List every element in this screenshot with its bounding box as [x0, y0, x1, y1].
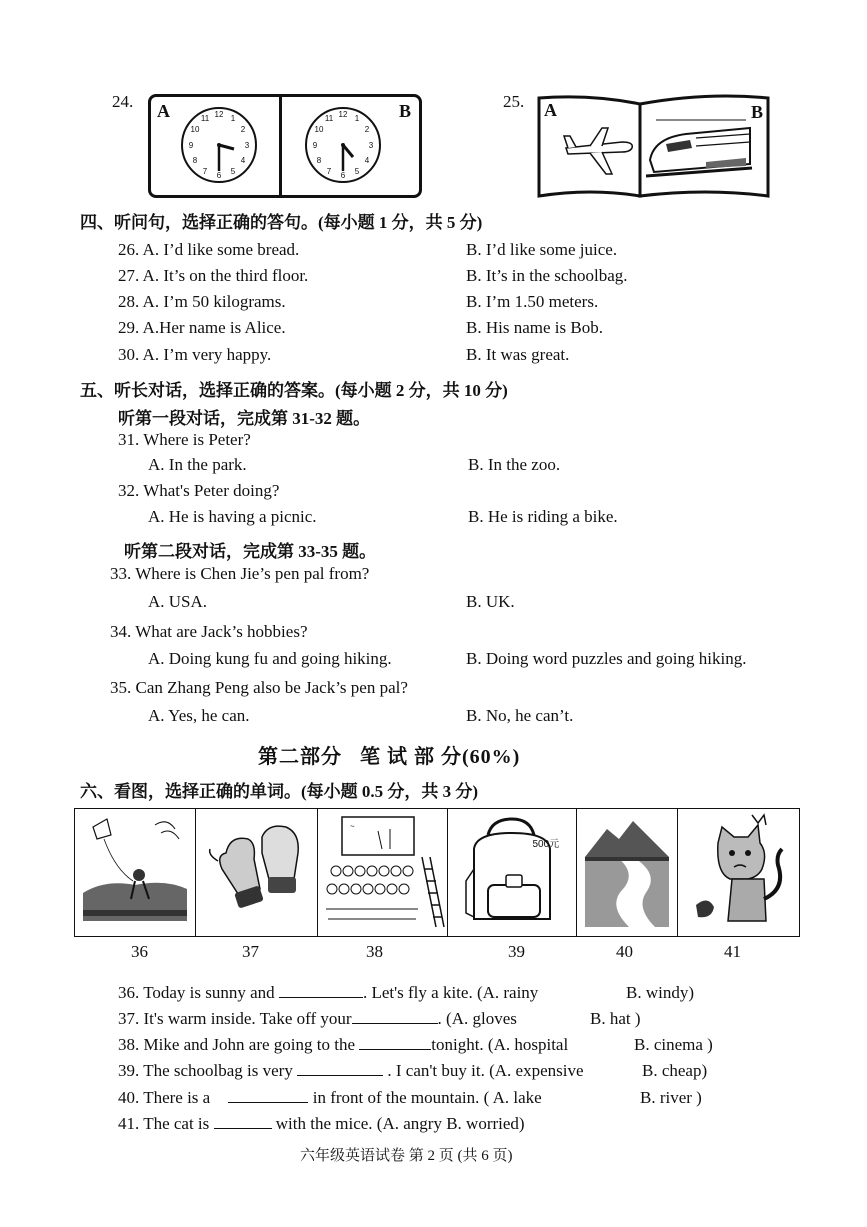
section-5-heading: 五、听长对话，选择正确的答案。(每小题 2 分，共 10 分)	[80, 381, 508, 400]
train-icon	[646, 112, 754, 180]
q29-option-a: 29. A.Her name is Alice.	[118, 318, 286, 337]
q40-text-start: 40. There is a	[118, 1088, 215, 1107]
svg-text:4: 4	[364, 156, 370, 165]
section-4-heading: 四、听问句，选择正确的答句。(每小题 1 分，共 5 分)	[80, 213, 483, 232]
part-2-title: 第二部分 笔 试 部 分(60%)	[258, 746, 521, 768]
angry-cat-icon	[678, 809, 799, 936]
q39-option-b: B. cheap)	[642, 1061, 708, 1080]
mountain-river-icon	[577, 809, 677, 936]
svg-text:11: 11	[324, 114, 334, 123]
q28-option-a: 28. A. I’m 50 kilograms.	[118, 292, 286, 311]
svg-text:12: 12	[338, 110, 348, 119]
q25-picture-card	[536, 92, 771, 200]
airplane-icon	[562, 122, 636, 178]
svg-text:5: 5	[354, 167, 360, 176]
q37-option-b: B. hat )	[590, 1009, 641, 1028]
picture-37	[196, 809, 318, 936]
q24-option-b-label: B	[398, 101, 411, 121]
q24-number: 24.	[112, 92, 134, 111]
q36-text-start: 36. Today is sunny and	[118, 983, 279, 1002]
q25-option-b-label: B	[750, 102, 763, 122]
svg-text:6: 6	[340, 171, 346, 180]
svg-text:5: 5	[230, 167, 236, 176]
picture-36	[75, 809, 196, 936]
page-footer: 六年级英语试卷 第 2 页 (共 6 页)	[300, 1148, 513, 1164]
gloves-icon	[196, 809, 317, 936]
q34-question: 34. What are Jack’s hobbies?	[110, 622, 308, 641]
q35-option-b: B. No, he can’t.	[466, 706, 574, 725]
q27-option-b: B. It’s in the schoolbag.	[466, 266, 628, 285]
q39-text-start: 39. The schoolbag is very	[118, 1061, 298, 1080]
picture-38-number: 38	[366, 942, 383, 961]
q40-blank[interactable]	[228, 1088, 308, 1103]
kite-icon	[75, 809, 195, 936]
q27-option-a: 27. A. It’s on the third floor.	[118, 266, 309, 285]
q41-text-end: with the mice. (A. angry B. worried)	[271, 1114, 525, 1133]
picture-38	[318, 809, 449, 936]
q30-option-a: 30. A. I’m very happy.	[118, 345, 272, 364]
picture-strip	[74, 808, 800, 937]
svg-text:9: 9	[188, 141, 194, 150]
q36-sentence	[118, 983, 538, 1003]
cinema-icon	[318, 809, 448, 936]
q41-blank[interactable]	[214, 1114, 272, 1129]
q40-option-b: B. river )	[640, 1088, 702, 1107]
svg-text:9: 9	[312, 141, 318, 150]
q36-text-end: . Let's fly a kite. (A. rainy	[362, 983, 539, 1002]
q39-text-end: . I can't buy it. (A. expensive	[383, 1061, 584, 1080]
q34-option-a: A. Doing kung fu and going hiking.	[148, 649, 392, 668]
svg-text:8: 8	[192, 156, 198, 165]
q38-option-b: B. cinema )	[634, 1035, 713, 1054]
svg-text:8: 8	[316, 156, 322, 165]
q37-blank[interactable]	[352, 1009, 438, 1024]
q25-number: 25.	[503, 92, 525, 111]
picture-41-number: 41	[724, 942, 741, 961]
q31-question: 31. Where is Peter?	[118, 430, 251, 449]
q39-blank[interactable]	[297, 1061, 383, 1076]
q37-sentence	[118, 1009, 517, 1029]
q38-text-end: tonight. (A. hospital	[431, 1035, 569, 1054]
section-5-dialogue-1-instruction: 听第一段对话，完成第 31-32 题。	[118, 409, 371, 428]
picture-40-number: 40	[616, 942, 633, 961]
svg-text:~: ~	[349, 822, 355, 831]
q26-option-b: B. I’d like some juice.	[466, 240, 618, 259]
q32-option-b: B. He is riding a bike.	[468, 507, 618, 526]
price-tag: 500元	[532, 839, 560, 850]
svg-text:6: 6	[216, 171, 222, 180]
q29-option-b: B. His name is Bob.	[466, 318, 603, 337]
picture-40	[577, 809, 678, 936]
section-5-dialogue-2-instruction: 听第二段对话，完成第 33-35 题。	[124, 542, 377, 561]
q31-option-b: B. In the zoo.	[468, 455, 561, 474]
q38-text-start: 38. Mike and John are going to the	[118, 1035, 360, 1054]
q36-blank[interactable]	[279, 983, 363, 998]
section-6-heading: 六、看图，选择正确的单词。(每小题 0.5 分，共 3 分)	[80, 782, 479, 801]
q35-question: 35. Can Zhang Peng also be Jack’s pen pal?	[110, 678, 408, 697]
picture-37-number: 37	[242, 942, 259, 961]
q39-sentence	[118, 1061, 584, 1081]
q28-option-b: B. I’m 1.50 meters.	[466, 292, 599, 311]
svg-text:2: 2	[364, 125, 370, 134]
svg-text:11: 11	[200, 114, 210, 123]
q33-question: 33. Where is Chen Jie’s pen pal from?	[110, 564, 370, 583]
q38-blank[interactable]	[359, 1035, 431, 1050]
clock-a-icon	[179, 105, 259, 185]
q35-option-a: A. Yes, he can.	[148, 706, 250, 725]
q24-option-a-label: A	[157, 101, 170, 121]
svg-text:2: 2	[240, 125, 246, 134]
q32-option-a: A. He is having a picnic.	[148, 507, 317, 526]
svg-text:1: 1	[230, 114, 236, 123]
svg-text:4: 4	[240, 156, 246, 165]
q36-option-b: B. windy)	[626, 983, 694, 1002]
q38-sentence	[118, 1035, 568, 1055]
q31-option-a: A. In the park.	[148, 455, 247, 474]
svg-text:10: 10	[314, 125, 324, 134]
svg-text:7: 7	[326, 167, 332, 176]
q24-picture-card	[148, 94, 422, 198]
svg-text:10: 10	[190, 125, 200, 134]
picture-41	[678, 809, 799, 936]
q33-option-a: A. USA.	[148, 592, 208, 611]
clock-b-icon	[303, 105, 383, 185]
picture-36-number: 36	[131, 942, 148, 961]
svg-text:3: 3	[244, 141, 250, 150]
picture-39-number: 39	[508, 942, 525, 961]
q40-text-end: in front of the mountain. ( A. lake	[308, 1088, 542, 1107]
q40-sentence	[118, 1088, 542, 1108]
q26-option-a: 26. A. I’d like some bread.	[118, 240, 300, 259]
svg-text:12: 12	[214, 110, 224, 119]
q41-sentence	[118, 1114, 525, 1134]
q30-option-b: B. It was great.	[466, 345, 570, 364]
q34-option-b: B. Doing word puzzles and going hiking.	[466, 649, 747, 668]
q37-text-end: . (A. gloves	[437, 1009, 517, 1028]
schoolbag-icon	[448, 809, 576, 936]
picture-39	[448, 809, 577, 936]
svg-text:1: 1	[354, 114, 360, 123]
svg-text:7: 7	[202, 167, 208, 176]
q37-text-start: 37. It's warm inside. Take off your	[118, 1009, 352, 1028]
q32-question: 32. What's Peter doing?	[118, 481, 280, 500]
svg-text:3: 3	[368, 141, 374, 150]
q41-text-start: 41. The cat is	[118, 1114, 214, 1133]
q25-option-a-label: A	[544, 100, 557, 120]
q33-option-b: B. UK.	[466, 592, 515, 611]
